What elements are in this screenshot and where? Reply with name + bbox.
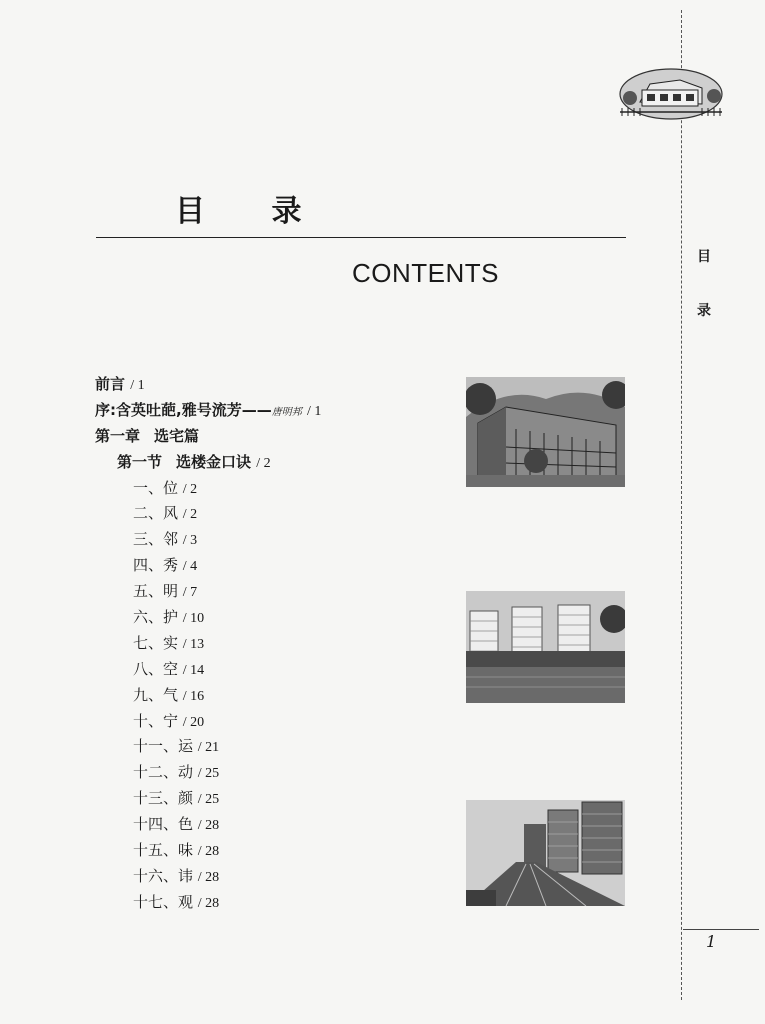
page-subtitle: CONTENTS bbox=[352, 258, 499, 288]
side-chapter-label bbox=[697, 246, 711, 320]
toc-item[interactable]: 十七、观 / 28 bbox=[133, 892, 220, 911]
toc-item[interactable]: 七、实 / 13 bbox=[133, 633, 205, 652]
house-logo-icon bbox=[618, 66, 724, 120]
toc-item[interactable]: 六、护 / 10 bbox=[133, 608, 205, 627]
table-of-contents bbox=[95, 372, 321, 916]
toc-author: 唐明邦 bbox=[271, 406, 302, 418]
toc-item[interactable]: 五、明 / 7 bbox=[133, 582, 198, 601]
toc-chapter[interactable]: 第一章 选宅篇 bbox=[95, 426, 200, 445]
toc-item[interactable]: 三、邻 / 3 bbox=[133, 530, 198, 549]
toc-item[interactable]: 十二、动 / 25 bbox=[133, 763, 220, 782]
toc-entry[interactable]: 前言 / 1 bbox=[95, 375, 145, 393]
toc-section[interactable]: 第一节 选楼金口诀 / 2 bbox=[117, 452, 271, 471]
side-label-char-1: 目 bbox=[697, 249, 711, 265]
side-label-char-2: 录 bbox=[697, 303, 711, 319]
page-number-rule bbox=[683, 929, 759, 930]
toc-item[interactable]: 十四、色 / 28 bbox=[133, 815, 220, 834]
toc-item[interactable]: 八、空 / 14 bbox=[133, 659, 205, 678]
photo-glass-house bbox=[466, 377, 625, 487]
photo-lakeside-towers bbox=[466, 591, 625, 703]
toc-entry[interactable]: 序:含英吐葩,雅号流芳——唐明邦 / 1 bbox=[95, 400, 322, 419]
photo-city-street bbox=[466, 800, 625, 906]
page-title: 目 录 bbox=[175, 194, 330, 229]
toc-item[interactable]: 十六、讳 / 28 bbox=[133, 866, 220, 885]
title-rule bbox=[96, 237, 626, 238]
margin-divider bbox=[681, 10, 682, 1000]
toc-item[interactable]: 十三、颜 / 25 bbox=[133, 789, 220, 808]
toc-item[interactable]: 四、秀 / 4 bbox=[133, 556, 198, 575]
toc-item[interactable]: 十一、运 / 21 bbox=[133, 737, 220, 756]
toc-item[interactable]: 一、位 / 2 bbox=[133, 478, 198, 497]
toc-item[interactable]: 十五、味 / 28 bbox=[133, 841, 220, 860]
toc-item[interactable]: 九、气 / 16 bbox=[133, 685, 205, 704]
page-number: 1 bbox=[706, 932, 717, 951]
toc-item[interactable]: 二、风 / 2 bbox=[133, 504, 198, 523]
toc-item[interactable]: 十、宁 / 20 bbox=[133, 711, 205, 730]
